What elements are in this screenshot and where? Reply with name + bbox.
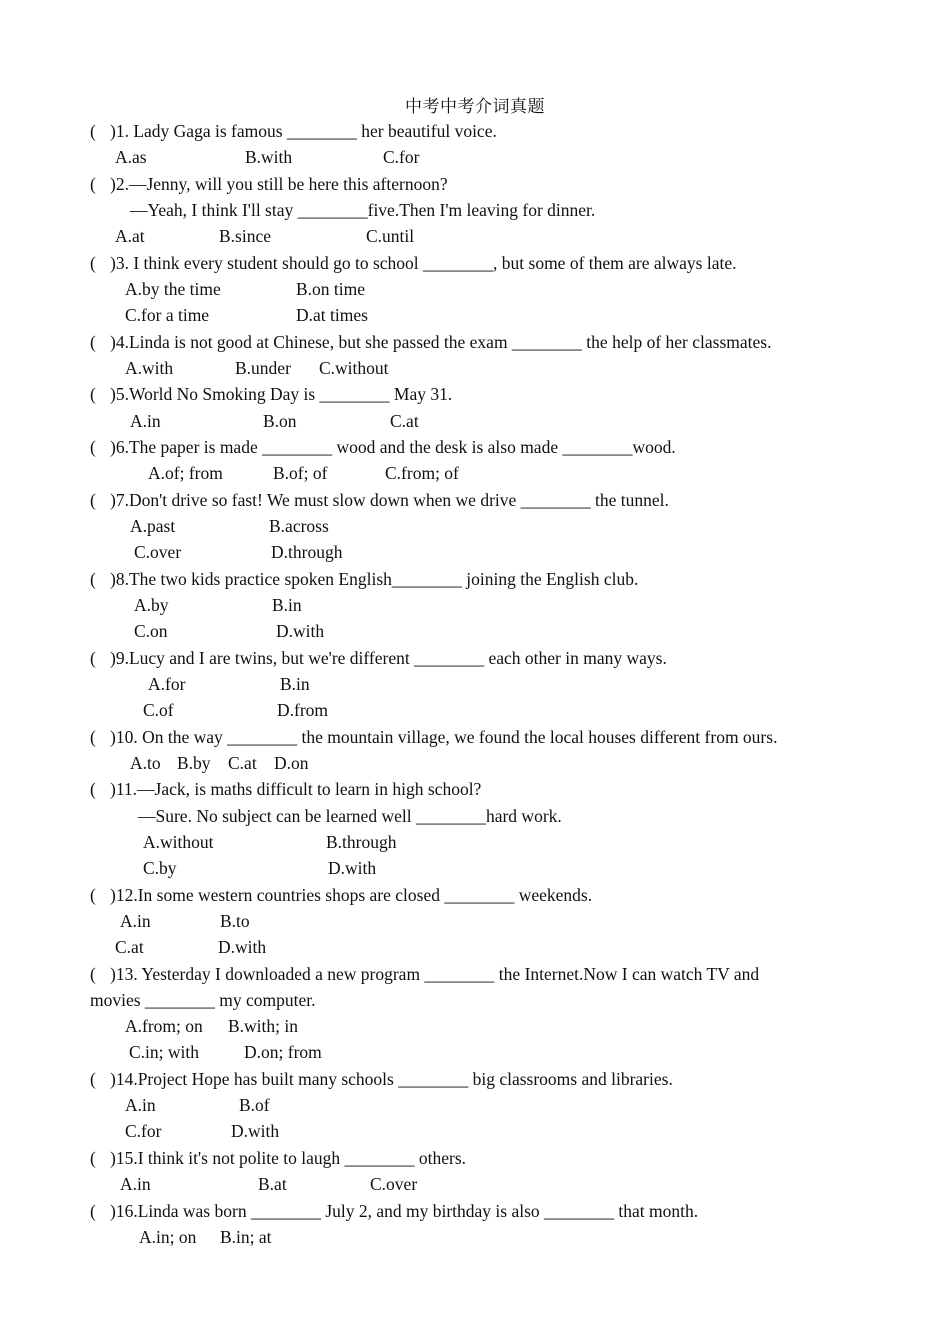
option-c: C.at [115, 937, 144, 957]
option-d: D.with [218, 937, 267, 957]
question-stem: )8.The two kids practice spoken English________ joining the English club. [110, 569, 639, 589]
option-c: C.for [125, 1121, 162, 1141]
question-stem: )13. Yesterday I downloaded a new program ________ the Internet.Now I can watch TV and [110, 964, 760, 984]
question-1: ( )1. Lady Gaga is famous ________ her beautiful voice. [90, 121, 497, 141]
question-stem: )11.—Jack, is maths difficult to learn in high school? [110, 779, 482, 799]
option-b: B.under [235, 358, 291, 378]
option-c: C.at [228, 753, 257, 773]
option-c: C.of [143, 700, 174, 720]
question-9: ( )9.Lucy and I are twins, but we're different ________ each other in many ways. [90, 648, 667, 668]
option-a: A.for [148, 674, 186, 694]
option-b: B.across [269, 516, 329, 536]
question-stem: )7.Don't drive so fast! We must slow down when we drive ________ the tunnel. [110, 490, 669, 510]
option-c: C.until [366, 226, 415, 246]
question-12: ( )12.In some western countries shops are closed ________ weekends. [90, 885, 593, 905]
question-15: ( )15.I think it's not polite to laugh ________ others. [90, 1148, 467, 1168]
option-a: A.in [130, 411, 161, 431]
question-stem: )15.I think it's not polite to laugh ________ others. [110, 1148, 467, 1168]
question-stem-continued: —Yeah, I think I'll stay ________five.Then I'm leaving for dinner. [130, 200, 596, 220]
option-b: B.in [272, 595, 302, 615]
question-5: ( )5.World No Smoking Day is ________ May 31. [90, 384, 453, 404]
option-c: C.on [134, 621, 168, 641]
option-b: B.on [263, 411, 297, 431]
option-d: D.with [328, 858, 377, 878]
option-c: C.in; with [129, 1042, 200, 1062]
option-a: A.in [120, 911, 151, 931]
question-11: ( )11.—Jack, is maths difficult to learn in high school? [90, 779, 482, 799]
question-stem: )2.—Jenny, will you still be here this afternoon? [110, 174, 448, 194]
option-c: C.from; of [385, 463, 459, 483]
option-d: D.with [231, 1121, 280, 1141]
question-stem-continued: —Sure. No subject can be learned well ________hard work. [138, 806, 562, 826]
option-c: C.at [390, 411, 419, 431]
question-stem: )16.Linda was born ________ July 2, and my birthday is also ________ that month. [110, 1201, 699, 1221]
question-8: ( )8.The two kids practice spoken English________ joining the English club. [90, 569, 639, 589]
question-13: ( )13. Yesterday I downloaded a new program ________ the Internet.Now I can watch TV and [90, 964, 760, 984]
option-d: D.on; from [244, 1042, 322, 1062]
option-b: B.by [177, 753, 211, 773]
option-b: B.at [258, 1174, 287, 1194]
option-b: B.through [326, 832, 397, 852]
question-stem: )1. Lady Gaga is famous ________ her beautiful voice. [110, 121, 497, 141]
option-b: B.with; in [228, 1016, 299, 1036]
question-10: ( )10. On the way ________ the mountain village, we found the local houses different from ours. [90, 727, 778, 747]
question-stem: )3. I think every student should go to school ________, but some of them are always late. [110, 253, 737, 273]
option-a: A.to [130, 753, 161, 773]
question-stem: )4.Linda is not good at Chinese, but she passed the exam ________ the help of her classmates. [110, 332, 772, 352]
option-c: C.over [134, 542, 182, 562]
question-7: ( )7.Don't drive so fast! We must slow down when we drive ________ the tunnel. [90, 490, 669, 510]
option-b: B.to [220, 911, 250, 931]
option-b: B.since [219, 226, 272, 246]
question-16: ( )16.Linda was born ________ July 2, and my birthday is also ________ that month. [90, 1201, 699, 1221]
option-a: A.at [115, 226, 145, 246]
option-c: C.for [383, 147, 420, 167]
option-b: B.on time [296, 279, 366, 299]
option-d: D.on [274, 753, 309, 773]
question-stem: )6.The paper is made ________ wood and the desk is also made ________wood. [110, 437, 676, 457]
option-c: C.by [143, 858, 177, 878]
question-6: ( )6.The paper is made ________ wood and the desk is also made ________wood. [90, 437, 676, 457]
option-b: B.of [239, 1095, 270, 1115]
option-b: B.in [280, 674, 310, 694]
option-b: B.in; at [220, 1227, 272, 1247]
option-d: D.from [277, 700, 329, 720]
question-stem: )10. On the way ________ the mountain village, we found the local houses different from ours. [110, 727, 778, 747]
option-b: B.with [245, 147, 293, 167]
option-d: D.at times [296, 305, 368, 325]
option-a: A.without [143, 832, 214, 852]
option-a: A.past [130, 516, 176, 536]
option-b: B.of; of [273, 463, 328, 483]
question-2: ( )2.—Jenny, will you still be here this afternoon? [90, 174, 448, 194]
option-a: A.in [120, 1174, 151, 1194]
question-stem: )12.In some western countries shops are closed ________ weekends. [110, 885, 593, 905]
option-a: A.by the time [125, 279, 221, 299]
question-stem: )9.Lucy and I are twins, but we're different ________ each other in many ways. [110, 648, 667, 668]
option-c: C.for a time [125, 305, 210, 325]
option-c: C.without [319, 358, 389, 378]
option-a: A.as [115, 147, 147, 167]
page-title: 中考中考介词真题 [405, 97, 545, 116]
question-4: ( )4.Linda is not good at Chinese, but she passed the exam ________ the help of her classmates. [90, 332, 772, 352]
option-a: A.from; on [125, 1016, 203, 1036]
option-a: A.with [125, 358, 174, 378]
question-14: ( )14.Project Hope has built many schools ________ big classrooms and libraries. [90, 1069, 673, 1089]
option-a: A.of; from [148, 463, 223, 483]
question-stem: )14.Project Hope has built many schools ________ big classrooms and libraries. [110, 1069, 673, 1089]
option-a: A.in [125, 1095, 156, 1115]
option-a: A.in; on [139, 1227, 197, 1247]
option-a: A.by [134, 595, 169, 615]
question-stem-continued: movies ________ my computer. [90, 990, 316, 1010]
option-c: C.over [370, 1174, 418, 1194]
option-d: D.through [271, 542, 343, 562]
question-stem: )5.World No Smoking Day is ________ May 31. [110, 384, 453, 404]
question-3: ( )3. I think every student should go to school ________, but some of them are always late. [90, 253, 737, 273]
option-d: D.with [276, 621, 325, 641]
